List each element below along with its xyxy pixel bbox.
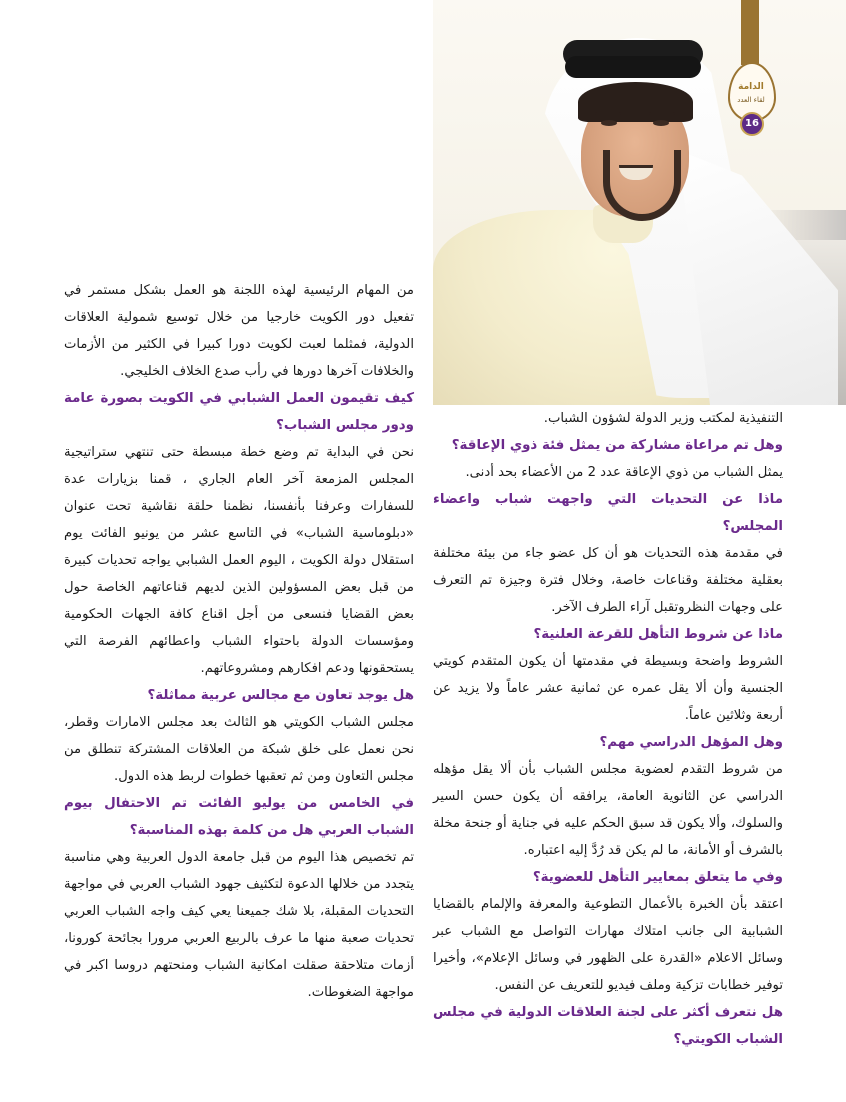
question-heading: وهل المؤهل الدراسي مهم؟	[599, 735, 783, 750]
paragraph: من شروط التقدم لعضوية مجلس الشباب بأن ألا يقل مؤهله الدراسي عن الثانوية العامة، يرافقه أن يكون حسن السير والسلوك، وألا يكون قد سبق الحكم عليه في جناية أو جنحة مخلة بالشرف أو الأمانة، ما لم يكن قد رُدَّ إليه اعتباره.	[433, 762, 783, 858]
photo-eye-left	[601, 120, 617, 126]
paragraph: تم تخصيص هذا اليوم من قبل جامعة الدول العربية وهي مناسبة يتجدد من خلالها الدعوة لتكثيف جهود الشباب العربي في مواجهة التحديات المقبلة، بلا شك جميعنا يعي كيف واجه الشباب العربي تحديات صعبة منها ما عرف بالربيع العربي مرورا بجائحة كورونا، أزمات متلاحقة صقلت امكانية الشباب ومنحتهم دروسا اكبر في مواجهة الضغوطات.	[64, 850, 414, 1000]
photo-eye-right	[653, 120, 669, 126]
photo-agal-lower	[565, 56, 701, 78]
paragraph: يمثل الشباب من ذوي الإعاقة عدد 2 من الأعضاء بحد أدنى.	[465, 465, 783, 480]
photo-brow-left	[595, 112, 621, 117]
page-number: 16	[740, 112, 764, 136]
paragraph: نحن في البداية تم وضع خطة مبسطة حتى تنتهي ستراتيجية المجلس المزمعة آخر العام الجاري ، قمنا بزيارات عدة للسفارات وعرفنا بأنفسنا، نظمنا حلقة نقاشية تحت عنوان «دبلوماسية الشباب» في التاسع عشر من يونيو الفائت يوم استقلال دولة الكويت ، اليوم العمل الشبابي يواجه تحديات كبيرة من قبل بعض المسؤولين الذين لديهم قناعاتهم الخاصة حول بعض القضايا فنسعى من أجل اقناع كافة الجهات الحكومية ومؤسسات الدولة باحتواء الشباب واعطائهم الفرصة التي يستحقونها ودعم افكارهم ومشروعاتهم.	[64, 445, 414, 676]
paragraph: في مقدمة هذه التحديات هو أن كل عضو جاء من بيئة مختلفة بعقلية مختلفة وقناعات خاصة، وخلال فترة وجيزة تم التعرف على وجهات النظروتقبل آراء الطرف الآخر.	[433, 546, 783, 615]
paragraph: التنفيذية لمكتب وزير الدولة لشؤون الشباب.	[543, 411, 783, 426]
section-badge	[728, 62, 774, 132]
question-heading: كيف تقيمون العمل الشبابي في الكويت بصورة عامة ودور مجلس الشباب؟	[64, 391, 414, 433]
paragraph: اعتقد بأن الخبرة بالأعمال التطوعية والمعرفة والإلمام بالقضايا الشبابية الى جانب امتلاك مهارات التواصل مع الشباب عبر وسائل الاعلام «القدرة على الظهور في وسائل الإعلام»، وأخيرا توفير خطابات تزكية وملف فيديو للتعريف عن النفس.	[433, 897, 783, 993]
paragraph: من المهام الرئيسية لهذه اللجنة هو العمل بشكل مستمر في تفعيل دور الكويت خارجيا من خلال توسيع شمولية العلاقات الدولية، فمثلما لعبت لكويت دورا كبيرا في الكثير من الأزمات والخلافات آخرها دورها في رأب صدع الخلاف الخليجي.	[64, 283, 414, 379]
question-heading: هل نتعرف أكثر على لجنة العلاقات الدولية في مجلس الشباب الكويتي؟	[433, 1005, 783, 1047]
section-ribbon	[741, 0, 759, 65]
paragraph: مجلس الشباب الكويتي هو الثالث بعد مجلس الامارات وقطر، نحن نعمل على خلق شبكة من العلاقات المشتركة تنطلق من مجلس التعاون ومن ثم تعقبها خطوات لربط هذه الدول.	[64, 715, 414, 784]
magazine-logo: الدامة	[738, 82, 764, 92]
question-heading: ماذا عن التحديات التي واجهت شباب واعضاء المجلس؟	[433, 492, 783, 534]
interviewee-photo	[433, 0, 846, 405]
article-column-left	[64, 277, 414, 1006]
question-heading: وهل تم مراعاة مشاركة من يمثل فئة ذوي الإعاقة؟	[451, 438, 783, 453]
photo-brow-right	[649, 112, 675, 117]
article-column-right	[433, 405, 783, 1053]
section-label: لقاء العدد	[737, 96, 765, 104]
question-heading: ماذا عن شروط التأهل للقرعة العلنية؟	[533, 627, 783, 642]
paragraph: الشروط واضحة وبسيطة في مقدمتها أن يكون المتقدم كويتي الجنسية وأن ألا يقل عمره عن ثمانية عشر عاماً ولا يزيد عن أربعة وثلاثين عاماً.	[433, 654, 783, 723]
question-heading: هل يوجد تعاون مع مجالس عربية مماثلة؟	[147, 688, 414, 703]
question-heading: وفي ما يتعلق بمعايير التأهل للعضوية؟	[532, 870, 783, 885]
question-heading: في الخامس من يوليو الفائت تم الاحتفال بيوم الشباب العربي هل من كلمة بهذه المناسبة؟	[64, 796, 414, 838]
